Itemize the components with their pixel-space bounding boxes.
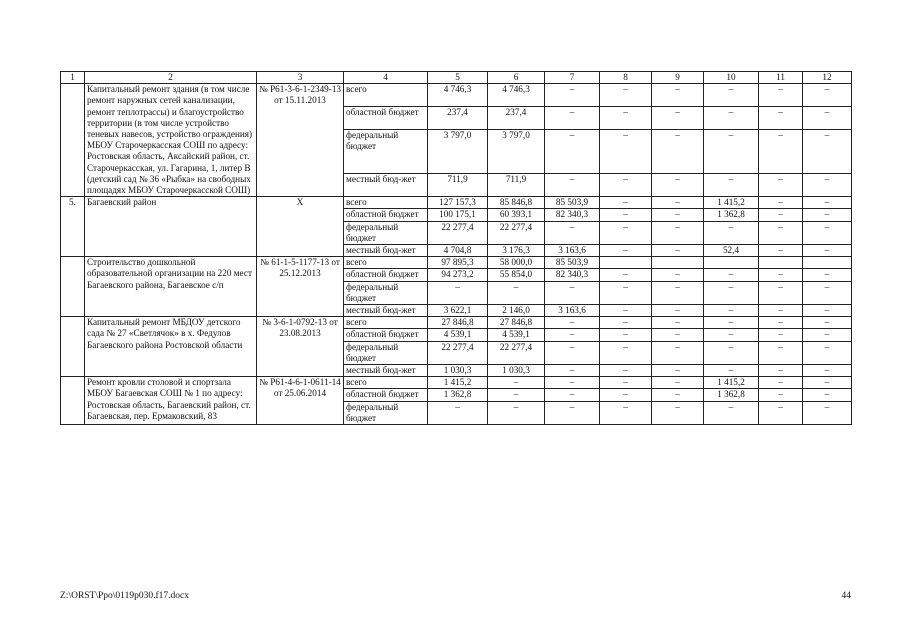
amount-cell: – xyxy=(803,401,852,424)
column-header: 5 xyxy=(428,72,488,84)
amount-cell: – xyxy=(803,245,852,257)
amount-cell: – xyxy=(545,401,600,424)
column-header: 1 xyxy=(61,72,85,84)
amount-cell: – xyxy=(759,209,803,221)
amount-cell xyxy=(803,257,852,269)
funding-source: всего xyxy=(344,197,428,209)
amount-cell: 4 539,1 xyxy=(428,329,488,341)
amount-cell: 55 854,0 xyxy=(488,269,545,281)
amount-cell: – xyxy=(545,130,600,174)
amount-cell: – xyxy=(652,84,704,107)
table-row xyxy=(61,84,852,107)
amount-cell: 52,4 xyxy=(704,245,759,257)
amount-cell: 82 340,3 xyxy=(545,209,600,221)
amount-cell: 1 030,3 xyxy=(488,365,545,377)
amount-cell: – xyxy=(704,341,759,364)
column-header: 7 xyxy=(545,72,600,84)
amount-cell: – xyxy=(488,281,545,304)
amount-cell: – xyxy=(704,305,759,317)
amount-cell: – xyxy=(652,281,704,304)
amount-cell: – xyxy=(652,197,704,209)
amount-cell: – xyxy=(803,197,852,209)
amount-cell: 1 415,2 xyxy=(428,377,488,389)
amount-cell: 127 157,3 xyxy=(428,197,488,209)
amount-cell: – xyxy=(759,84,803,107)
amount-cell: – xyxy=(803,130,852,174)
amount-cell: 1 362,8 xyxy=(704,389,759,401)
amount-cell: – xyxy=(704,329,759,341)
funding-source: местный бюд-жет xyxy=(344,245,428,257)
expertise-conclusion: Х xyxy=(257,197,344,257)
amount-cell: 22 277,4 xyxy=(488,221,545,244)
expertise-conclusion: № Р61-3-6-1-2349-13 от 15.11.2013 xyxy=(257,84,344,197)
amount-cell: – xyxy=(704,107,759,130)
amount-cell: – xyxy=(652,221,704,244)
amount-cell: – xyxy=(545,329,600,341)
amount-cell: – xyxy=(545,317,600,329)
amount-cell: 100 175,1 xyxy=(428,209,488,221)
amount-cell: – xyxy=(600,174,652,197)
amount-cell: – xyxy=(759,365,803,377)
expertise-conclusion: № Р61-4-6-1-0611-14 от 25.06.2014 xyxy=(257,377,344,425)
object-description: Строительство дошкольной образовательной организации на 220 мест Багаевского района, Багаевское с/п xyxy=(85,257,257,317)
funding-source: всего xyxy=(344,317,428,329)
amount-cell: – xyxy=(704,221,759,244)
amount-cell: – xyxy=(803,221,852,244)
amount-cell: – xyxy=(803,174,852,197)
funding-source: областной бюджет xyxy=(344,107,428,130)
column-header: 3 xyxy=(257,72,344,84)
amount-cell: – xyxy=(545,221,600,244)
amount-cell: 27 846,8 xyxy=(428,317,488,329)
amount-cell: – xyxy=(759,305,803,317)
object-description: Багаевский район xyxy=(85,197,257,257)
amount-cell: – xyxy=(545,281,600,304)
amount-cell: 3 797,0 xyxy=(428,130,488,174)
amount-cell: – xyxy=(803,341,852,364)
funding-source: областной бюджет xyxy=(344,269,428,281)
column-header: 11 xyxy=(759,72,803,84)
amount-cell: – xyxy=(488,401,545,424)
amount-cell: – xyxy=(652,377,704,389)
amount-cell: 1 415,2 xyxy=(704,197,759,209)
amount-cell: – xyxy=(652,401,704,424)
amount-cell: 85 846,8 xyxy=(488,197,545,209)
amount-cell: – xyxy=(803,281,852,304)
amount-cell: 1 362,8 xyxy=(704,209,759,221)
amount-cell: – xyxy=(652,174,704,197)
amount-cell: – xyxy=(803,269,852,281)
budget-table xyxy=(60,71,852,425)
amount-cell: – xyxy=(488,377,545,389)
amount-cell: 711,9 xyxy=(428,174,488,197)
funding-source: местный бюд-жет xyxy=(344,305,428,317)
amount-cell: – xyxy=(803,84,852,107)
amount-cell: – xyxy=(759,269,803,281)
amount-cell: 4 539,1 xyxy=(488,329,545,341)
amount-cell: – xyxy=(803,389,852,401)
object-description: Ремонт кровли столовой и спортзала МБОУ Багаевская СОШ № 1 по адресу: Ростовская область, Багаевский район, ст. Багаевская, пер. Ермаковский, 83 xyxy=(85,377,257,425)
amount-cell: – xyxy=(759,221,803,244)
amount-cell: – xyxy=(652,209,704,221)
row-number: 5. xyxy=(61,197,85,257)
amount-cell: – xyxy=(704,401,759,424)
column-header: 8 xyxy=(600,72,652,84)
amount-cell: – xyxy=(652,329,704,341)
amount-cell: 22 277,4 xyxy=(428,221,488,244)
row-number xyxy=(61,84,85,197)
amount-cell: – xyxy=(759,174,803,197)
amount-cell: 3 163,6 xyxy=(545,305,600,317)
amount-cell: 1 030,3 xyxy=(428,365,488,377)
object-description: Капитальный ремонт здания (в том числе ремонт наружных сетей канализации, ремонт теплотрассы) и благоустройство территории (в том числе устройство теневых навесов, устройство ограждения) МБОУ Старочеркасская СОШ по адресу: Ростовская область, Аксайский район, ст. Старочеркасская, ул. Гагарина, 1, литер В (детский сад № 36 «Рыбка» на свободных площадях МБОУ Старочеркасской СОШ) xyxy=(85,84,257,197)
funding-source: областной бюджет xyxy=(344,389,428,401)
amount-cell: – xyxy=(600,305,652,317)
table-row xyxy=(61,377,852,389)
amount-cell: – xyxy=(652,317,704,329)
funding-source: федеральный бюджет xyxy=(344,221,428,244)
amount-cell: – xyxy=(704,174,759,197)
amount-cell: – xyxy=(600,281,652,304)
amount-cell: – xyxy=(545,365,600,377)
amount-cell: 85 503,9 xyxy=(545,257,600,269)
table-row xyxy=(61,257,852,269)
amount-cell: 58 000,0 xyxy=(488,257,545,269)
amount-cell: – xyxy=(600,107,652,130)
amount-cell: – xyxy=(704,130,759,174)
amount-cell: – xyxy=(600,365,652,377)
funding-source: областной бюджет xyxy=(344,209,428,221)
amount-cell: – xyxy=(759,197,803,209)
amount-cell: 1 415,2 xyxy=(704,377,759,389)
table-row xyxy=(61,197,852,209)
amount-cell: – xyxy=(652,269,704,281)
amount-cell: 1 362,8 xyxy=(428,389,488,401)
amount-cell: – xyxy=(652,305,704,317)
amount-cell: – xyxy=(759,401,803,424)
amount-cell: – xyxy=(652,389,704,401)
footer-file-path: Z:\ORST\Ppo\0119p030.f17.docx xyxy=(60,591,189,601)
funding-source: федеральный бюджет xyxy=(344,341,428,364)
amount-cell: – xyxy=(652,365,704,377)
footer-page-number: 44 xyxy=(841,591,851,601)
table-header-row xyxy=(61,72,852,84)
amount-cell: 97 895,3 xyxy=(428,257,488,269)
amount-cell: – xyxy=(600,197,652,209)
amount-cell: – xyxy=(704,281,759,304)
amount-cell: – xyxy=(545,84,600,107)
amount-cell: – xyxy=(600,341,652,364)
amount-cell: – xyxy=(759,377,803,389)
amount-cell: – xyxy=(600,329,652,341)
amount-cell: – xyxy=(600,389,652,401)
amount-cell: – xyxy=(803,209,852,221)
funding-source: всего xyxy=(344,377,428,389)
object-description: Капитальный ремонт МБДОУ детского сада № 27 «Светлячок» в х. Федулов Багаевского района Ростовской области xyxy=(85,317,257,377)
amount-cell: 22 277,4 xyxy=(428,341,488,364)
amount-cell: 237,4 xyxy=(428,107,488,130)
amount-cell: – xyxy=(600,84,652,107)
amount-cell: – xyxy=(600,317,652,329)
amount-cell: 94 273,2 xyxy=(428,269,488,281)
column-header: 12 xyxy=(803,72,852,84)
amount-cell: – xyxy=(704,317,759,329)
amount-cell: – xyxy=(652,130,704,174)
amount-cell xyxy=(600,257,652,269)
row-number xyxy=(61,377,85,425)
table-body xyxy=(61,84,852,425)
amount-cell: – xyxy=(545,341,600,364)
amount-cell: – xyxy=(759,281,803,304)
amount-cell: – xyxy=(759,317,803,329)
amount-cell: – xyxy=(803,317,852,329)
amount-cell xyxy=(652,257,704,269)
amount-cell: – xyxy=(652,107,704,130)
amount-cell: – xyxy=(803,365,852,377)
amount-cell: – xyxy=(803,377,852,389)
amount-cell: – xyxy=(428,401,488,424)
table-row xyxy=(61,317,852,329)
amount-cell: – xyxy=(803,107,852,130)
amount-cell: 2 146,0 xyxy=(488,305,545,317)
amount-cell: – xyxy=(428,281,488,304)
amount-cell: – xyxy=(759,389,803,401)
amount-cell: 3 797,0 xyxy=(488,130,545,174)
amount-cell: – xyxy=(759,107,803,130)
amount-cell: – xyxy=(759,341,803,364)
amount-cell: – xyxy=(600,377,652,389)
amount-cell: 3 176,3 xyxy=(488,245,545,257)
amount-cell: 711,9 xyxy=(488,174,545,197)
funding-source: федеральный бюджет xyxy=(344,130,428,174)
amount-cell: – xyxy=(704,365,759,377)
expertise-conclusion: № 61-1-5-1177-13 от 25.12.2013 xyxy=(257,257,344,317)
funding-source: областной бюджет xyxy=(344,329,428,341)
amount-cell xyxy=(704,257,759,269)
amount-cell: – xyxy=(488,389,545,401)
column-header: 6 xyxy=(488,72,545,84)
expertise-conclusion: № 3-6-1-0792-13 от 23.08.2013 xyxy=(257,317,344,377)
amount-cell: – xyxy=(759,245,803,257)
amount-cell: – xyxy=(545,389,600,401)
column-header: 4 xyxy=(344,72,428,84)
amount-cell: 4 704,8 xyxy=(428,245,488,257)
amount-cell: 3 622,1 xyxy=(428,305,488,317)
amount-cell: 82 340,3 xyxy=(545,269,600,281)
amount-cell: – xyxy=(704,269,759,281)
amount-cell: – xyxy=(545,174,600,197)
funding-source: федеральный бюджет xyxy=(344,281,428,304)
funding-source: всего xyxy=(344,257,428,269)
amount-cell: – xyxy=(600,130,652,174)
amount-cell: – xyxy=(545,107,600,130)
amount-cell: – xyxy=(545,377,600,389)
funding-source: местный бюд-жет xyxy=(344,365,428,377)
amount-cell: 4 746,3 xyxy=(488,84,545,107)
amount-cell: – xyxy=(652,245,704,257)
amount-cell: 3 163,6 xyxy=(545,245,600,257)
amount-cell: – xyxy=(704,84,759,107)
amount-cell: – xyxy=(600,221,652,244)
amount-cell: – xyxy=(600,209,652,221)
amount-cell: – xyxy=(759,329,803,341)
amount-cell: – xyxy=(600,401,652,424)
column-header: 2 xyxy=(85,72,257,84)
column-header: 10 xyxy=(704,72,759,84)
amount-cell: 4 746,3 xyxy=(428,84,488,107)
amount-cell: 60 393,1 xyxy=(488,209,545,221)
amount-cell: – xyxy=(803,329,852,341)
amount-cell: 237,4 xyxy=(488,107,545,130)
amount-cell: – xyxy=(600,245,652,257)
row-number xyxy=(61,317,85,377)
amount-cell: – xyxy=(759,130,803,174)
amount-cell: – xyxy=(600,269,652,281)
funding-source: всего xyxy=(344,84,428,107)
funding-source: местный бюд-жет xyxy=(344,174,428,197)
amount-cell: 22 277,4 xyxy=(488,341,545,364)
amount-cell xyxy=(759,257,803,269)
funding-source: федеральный бюджет xyxy=(344,401,428,424)
amount-cell: 27 846,8 xyxy=(488,317,545,329)
row-number xyxy=(61,257,85,317)
column-header: 9 xyxy=(652,72,704,84)
amount-cell: – xyxy=(652,341,704,364)
amount-cell: 85 503,9 xyxy=(545,197,600,209)
amount-cell: – xyxy=(803,305,852,317)
